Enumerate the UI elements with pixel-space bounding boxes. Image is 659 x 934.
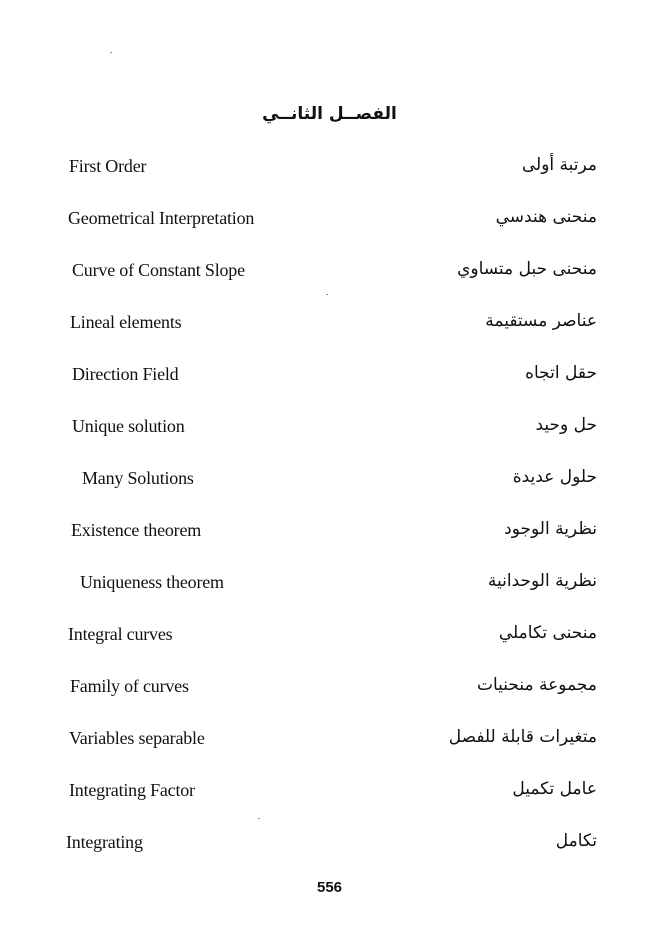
glossary-row	[0, 204, 659, 256]
arabic-term: عناصر مستقيمة	[485, 311, 597, 331]
arabic-term: حل وحيد	[535, 415, 597, 435]
glossary-row	[0, 152, 659, 204]
glossary-row	[0, 568, 659, 620]
scan-speck	[110, 52, 112, 53]
english-term: Integral curves	[68, 624, 173, 644]
arabic-term: حلول عديدة	[512, 467, 597, 487]
glossary-list	[0, 152, 659, 880]
arabic-term: مجموعة منحنيات	[476, 675, 597, 695]
arabic-term: متغيرات قابلة للفصل	[448, 727, 597, 747]
english-term: Lineal elements	[70, 312, 182, 332]
english-term: Many Solutions	[82, 468, 194, 488]
glossary-row	[0, 256, 659, 308]
english-term: Integrating	[66, 832, 143, 852]
english-term: Uniqueness theorem	[80, 572, 224, 592]
glossary-row	[0, 516, 659, 568]
english-term: Geometrical Interpretation	[68, 208, 255, 228]
page-number: 556	[316, 879, 343, 896]
glossary-row	[0, 724, 659, 776]
glossary-row	[0, 412, 659, 464]
arabic-term: منحنى حبل متساوي	[457, 259, 597, 279]
arabic-term: عامل تكميل	[512, 779, 597, 799]
glossary-row	[0, 828, 659, 880]
glossary-row	[0, 308, 659, 360]
english-term: Variables separable	[69, 728, 205, 748]
arabic-term: تكامل	[555, 831, 597, 851]
english-term: Family of curves	[70, 676, 189, 696]
glossary-row	[0, 360, 659, 412]
glossary-row	[0, 776, 659, 828]
arabic-term: نظرية الوجود	[504, 519, 597, 539]
glossary-row	[0, 620, 659, 672]
glossary-row	[0, 464, 659, 516]
english-term: Direction Field	[72, 364, 179, 384]
arabic-term: مرتبة أولى	[521, 155, 597, 175]
english-term: Integrating Factor	[69, 780, 195, 800]
arabic-term: منحنى تكاملي	[498, 623, 597, 643]
arabic-term: نظرية الوحدانية	[487, 571, 597, 591]
english-term: Existence theorem	[71, 520, 202, 540]
arabic-term: حقل اتجاه	[525, 363, 597, 383]
english-term: Curve of Constant Slope	[72, 260, 245, 280]
english-term: Unique solution	[72, 416, 185, 436]
glossary-row	[0, 672, 659, 724]
chapter-title: الفصــل الثانــي	[262, 104, 397, 124]
arabic-term: منحنى هندسي	[495, 207, 597, 227]
english-term: First Order	[69, 156, 147, 176]
